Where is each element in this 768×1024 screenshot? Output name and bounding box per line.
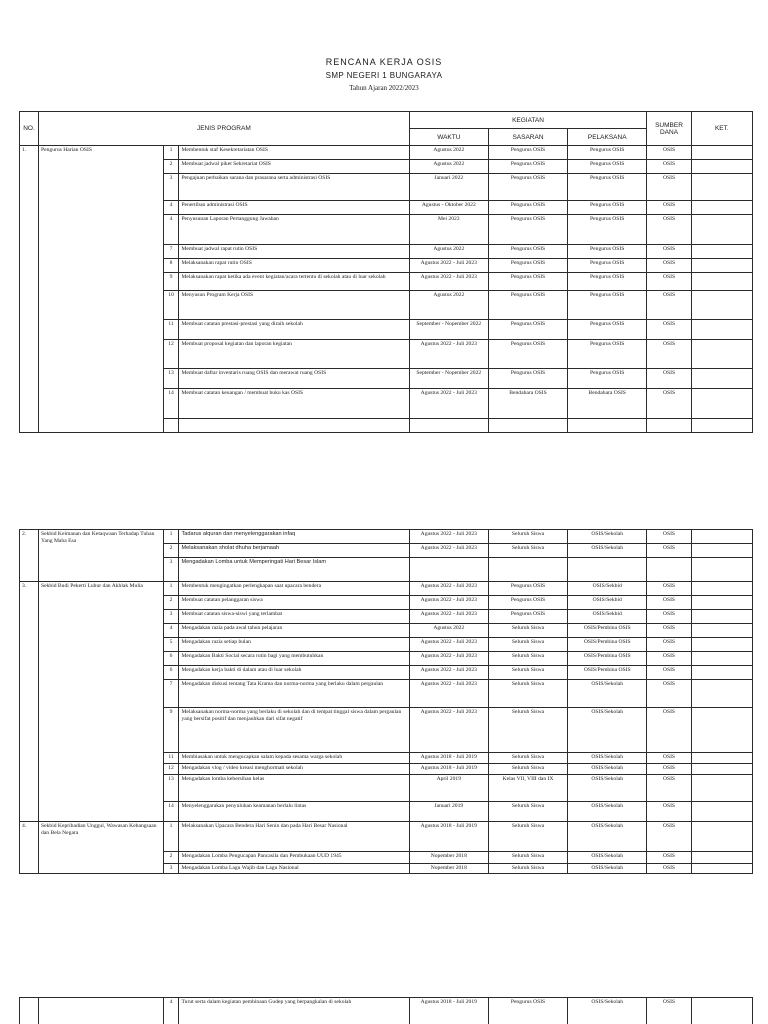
- program-name: Mengadakan diskusi tentang Tata Krama dan norma-norma yang berlaku dalam pergaulan: [179, 680, 409, 708]
- section-number: 2.: [20, 530, 39, 582]
- waktu-cell: Agustus 2022 - Juli 2023: [409, 582, 488, 596]
- sumber-dana-cell: OSIS: [647, 320, 691, 340]
- col-ket: KET.: [691, 112, 752, 146]
- sasaran-cell: Pengurus OSIS: [488, 998, 567, 1024]
- program-name: Membuat catatan pelanggaran siswa: [179, 596, 409, 610]
- program-name: Mengadakan Lomba Lagu Wajib dan Lagu Nasional: [179, 864, 409, 874]
- waktu-cell: Agustus 2022 - Juli 2023: [409, 389, 488, 419]
- sasaran-cell: Kelas VII, VIII dan IX: [488, 775, 567, 802]
- item-number: 13: [163, 369, 179, 389]
- section-group: Sekbid Keimanan dan Ketaqwaan Terhadap Tuhan Yang Maha Esa: [39, 530, 164, 582]
- item-number: 4: [163, 201, 179, 215]
- item-number: 14: [163, 389, 179, 419]
- waktu-cell: September - Nopember 2022: [409, 320, 488, 340]
- ket-cell: [691, 680, 752, 708]
- sasaran-cell: Pengurus OSIS: [488, 259, 567, 273]
- sumber-dana-cell: OSIS: [647, 146, 691, 160]
- waktu-cell: Agustus 2018 - Juli 2019: [409, 998, 488, 1024]
- program-name: Mengadakan lomba kebersihan kelas: [179, 775, 409, 802]
- ket-cell: [691, 652, 752, 666]
- pelaksana-cell: OSIS/Sekbid: [568, 582, 647, 596]
- ket-cell: [691, 369, 752, 389]
- pelaksana-cell: OSIS/Sekolah: [568, 530, 647, 544]
- sumber-dana-cell: OSIS: [647, 340, 691, 369]
- item-number: 1: [163, 582, 179, 596]
- pelaksana-cell: Pengurus OSIS: [568, 291, 647, 320]
- col-waktu: WAKTU: [409, 129, 488, 146]
- program-name: Membuat catatan keuangan / membuat buku kas OSIS: [179, 389, 409, 419]
- section-group: Sekbid Kepribadian Unggul, Wawasan Kebangsaan dan Bela Negara: [39, 822, 164, 874]
- ket-cell: [691, 544, 752, 558]
- item-number: 6: [163, 666, 179, 680]
- waktu-cell: Agustus 2022 - Juli 2023: [409, 340, 488, 369]
- waktu-cell: Agustus 2022 - Juli 2023: [409, 596, 488, 610]
- waktu-cell: Agustus 2022 - Juli 2023: [409, 708, 488, 753]
- waktu-cell: Agustus 2018 - Juli 2019: [409, 822, 488, 852]
- pelaksana-cell: Pengurus OSIS: [568, 245, 647, 259]
- sumber-dana-cell: OSIS: [647, 666, 691, 680]
- program-name: Penyusunan Laporan Pertanggung Jawaban: [179, 215, 409, 245]
- item-number: 3: [163, 558, 179, 582]
- sasaran-cell: Pengurus OSIS: [488, 174, 567, 201]
- sumber-dana-cell: OSIS: [647, 201, 691, 215]
- waktu-cell: Mei 2023: [409, 215, 488, 245]
- program-name: Melaksanakan Upacara Bendera Hari Senin dan pada Hari Besar Nasional: [179, 822, 409, 852]
- item-number: 3: [163, 174, 179, 201]
- program-name: Pengajuan perbaikan sarana dan prasarana serta administrasi OSIS: [179, 174, 409, 201]
- sumber-dana-cell: OSIS: [647, 624, 691, 638]
- program-name: Tadarus alquran dan menyelenggarakan infaq: [179, 530, 409, 544]
- col-kegiatan: KEGIATAN: [409, 112, 647, 129]
- item-number: 4: [163, 998, 179, 1024]
- pelaksana-cell: OSIS/Sekolah: [568, 775, 647, 802]
- pelaksana-cell: OSIS/Sekolah: [568, 802, 647, 822]
- pelaksana-cell: Pengurus OSIS: [568, 340, 647, 369]
- pelaksana-cell: OSIS/Sekolah: [568, 544, 647, 558]
- pelaksana-cell: OSIS/Pembina OSIS: [568, 666, 647, 680]
- pelaksana-cell: OSIS/Pembina OSIS: [568, 624, 647, 638]
- empty-cell: [568, 419, 647, 433]
- sumber-dana-cell: OSIS: [647, 245, 691, 259]
- ket-cell: [691, 146, 752, 160]
- sumber-dana-cell: OSIS: [647, 389, 691, 419]
- sasaran-cell: Bendahara OSIS: [488, 389, 567, 419]
- ket-cell: [691, 160, 752, 174]
- table-row: [20, 582, 753, 596]
- ket-cell: [691, 582, 752, 596]
- ket-cell: [691, 245, 752, 259]
- item-number: 2: [163, 544, 179, 558]
- sasaran-cell: Seluruh Siswa: [488, 708, 567, 753]
- ket-cell: [691, 340, 752, 369]
- pelaksana-cell: Bendahara OSIS: [568, 389, 647, 419]
- sumber-dana-cell: OSIS: [647, 775, 691, 802]
- ket-cell: [691, 389, 752, 419]
- ket-cell: [691, 708, 752, 753]
- col-sasaran: SASARAN: [488, 129, 567, 146]
- sumber-dana-cell: OSIS: [647, 160, 691, 174]
- sasaran-cell: Seluruh Siswa: [488, 852, 567, 864]
- sasaran-cell: Pengurus OSIS: [488, 245, 567, 259]
- section-number: 1.: [20, 146, 39, 433]
- item-number: 2: [163, 596, 179, 610]
- program-name: Membuat jadwal rapat rutin OSIS: [179, 245, 409, 259]
- sasaran-cell: Pengurus OSIS: [488, 320, 567, 340]
- waktu-cell: Agustus 2022: [409, 624, 488, 638]
- waktu-cell: Agustus 2018 - Juli 2019: [409, 764, 488, 775]
- item-number: 3: [163, 864, 179, 874]
- sasaran-cell: Pengurus OSIS: [488, 369, 567, 389]
- sumber-dana-cell: OSIS: [647, 638, 691, 652]
- program-name: Membentuk staf Kesekretariatan OSIS: [179, 146, 409, 160]
- item-number: 6: [163, 652, 179, 666]
- ket-cell: [691, 259, 752, 273]
- sumber-dana-cell: [647, 558, 691, 582]
- pelaksana-cell: OSIS/Sekbid: [568, 610, 647, 624]
- program-name: Mengadakan Lomba untuk Memperingati Hari Besar Islam: [179, 558, 409, 582]
- item-number: 7: [163, 680, 179, 708]
- ket-cell: [691, 291, 752, 320]
- ket-cell: [691, 558, 752, 582]
- ket-cell: [691, 273, 752, 291]
- waktu-cell: September - Nopember 2022: [409, 369, 488, 389]
- program-name: Membuat daftar inventaris ruang OSIS dan merawat ruang OSIS: [179, 369, 409, 389]
- sasaran-cell: [488, 558, 567, 582]
- waktu-cell: Januari 2022: [409, 174, 488, 201]
- item-number: 4: [163, 624, 179, 638]
- table-row: [20, 146, 753, 160]
- waktu-cell: Januari 2019: [409, 802, 488, 822]
- ket-cell: [691, 864, 752, 874]
- sasaran-cell: Seluruh Siswa: [488, 638, 567, 652]
- waktu-cell: Agustus 2022 - Juli 2023: [409, 544, 488, 558]
- ket-cell: [691, 215, 752, 245]
- sumber-dana-cell: OSIS: [647, 802, 691, 822]
- sasaran-cell: Seluruh Siswa: [488, 802, 567, 822]
- document-title: RENCANA KERJA OSIS: [325, 57, 443, 67]
- program-name: Melaksanakan rapat rutin OSIS: [179, 259, 409, 273]
- pelaksana-cell: OSIS/Sekolah: [568, 998, 647, 1024]
- sasaran-cell: Pengurus OSIS: [488, 215, 567, 245]
- ket-cell: [691, 201, 752, 215]
- empty-cell: [691, 419, 752, 433]
- item-number: 11: [163, 753, 179, 764]
- ket-cell: [691, 852, 752, 864]
- item-number: 12: [163, 764, 179, 775]
- waktu-cell: April 2019: [409, 775, 488, 802]
- sumber-dana-cell: OSIS: [647, 680, 691, 708]
- empty-cell: [647, 419, 691, 433]
- program-name: Membuat catatan siswa-siswi yang terlambat: [179, 610, 409, 624]
- sasaran-cell: Pengurus OSIS: [488, 273, 567, 291]
- ket-cell: [691, 624, 752, 638]
- program-name: Mengadakan Lomba Pengucapan Pancasila dan Pembukaan UUD 1945: [179, 852, 409, 864]
- section-group: Sekbid Budi Pekerti Luhur dan Akhlak Mulia: [39, 582, 164, 822]
- item-number: 9: [163, 273, 179, 291]
- item-number: 1: [163, 146, 179, 160]
- pelaksana-cell: Pengurus OSIS: [568, 320, 647, 340]
- sasaran-cell: Seluruh Siswa: [488, 530, 567, 544]
- pelaksana-cell: OSIS/Pembina OSIS: [568, 638, 647, 652]
- program-name: Membuat jadwal piket Sekretariat OSIS: [179, 160, 409, 174]
- sumber-dana-cell: OSIS: [647, 369, 691, 389]
- sumber-dana-cell: OSIS: [647, 998, 691, 1024]
- waktu-cell: Agustus 2022 - Juli 2023: [409, 638, 488, 652]
- sasaran-cell: Pengurus OSIS: [488, 146, 567, 160]
- program-name: Mengadakan kerja bakti di dalam atau di luar sekolah: [179, 666, 409, 680]
- pelaksana-cell: OSIS/Sekolah: [568, 753, 647, 764]
- ket-cell: [691, 998, 752, 1024]
- sumber-dana-cell: OSIS: [647, 215, 691, 245]
- program-name: Mengadakan razia setiap bulan: [179, 638, 409, 652]
- sumber-dana-cell: OSIS: [647, 291, 691, 320]
- work-plan-table-3: [19, 997, 753, 1024]
- pelaksana-cell: Pengurus OSIS: [568, 146, 647, 160]
- item-number: 10: [163, 291, 179, 320]
- waktu-cell: Agustus - Oktober 2022: [409, 201, 488, 215]
- sasaran-cell: Seluruh Siswa: [488, 822, 567, 852]
- program-name: Mengadakan Bakti Social secara rutin bagi yang membutuhkan: [179, 652, 409, 666]
- sasaran-cell: Pengurus OSIS: [488, 291, 567, 320]
- pelaksana-cell: Pengurus OSIS: [568, 259, 647, 273]
- sasaran-cell: Seluruh Siswa: [488, 544, 567, 558]
- program-name: Melaksanakan rapat ketika ada event kegiatan/acara tertentu di sekolah atau di luar sekolah: [179, 273, 409, 291]
- item-number: 1: [163, 530, 179, 544]
- sasaran-cell: Seluruh Siswa: [488, 764, 567, 775]
- item-number: 4: [163, 215, 179, 245]
- sumber-dana-cell: OSIS: [647, 544, 691, 558]
- section-number: 3.: [20, 582, 39, 822]
- waktu-cell: Agustus 2022 - Juli 2023: [409, 259, 488, 273]
- waktu-cell: Agustus 2022: [409, 146, 488, 160]
- waktu-cell: Agustus 2022 - Juli 2023: [409, 530, 488, 544]
- sasaran-cell: Seluruh Siswa: [488, 864, 567, 874]
- sumber-dana-cell: OSIS: [647, 652, 691, 666]
- ket-cell: [691, 666, 752, 680]
- program-name: Mengadakan vlog / video kreasi menghormati sekolah: [179, 764, 409, 775]
- ket-cell: [691, 753, 752, 764]
- program-name: Membuat catatan prestasi-prestasi yang diraih sekolah: [179, 320, 409, 340]
- sasaran-cell: Pengurus OSIS: [488, 160, 567, 174]
- ket-cell: [691, 610, 752, 624]
- program-name: Mengadakan razia pada awal tahun pelajaran: [179, 624, 409, 638]
- col-pelaksana: PELAKSANA: [568, 129, 647, 146]
- program-name: Membuat proposal kegiatan dan laporan kegiatan: [179, 340, 409, 369]
- waktu-cell: Agustus 2022 - Juli 2023: [409, 610, 488, 624]
- sasaran-cell: Seluruh Siswa: [488, 652, 567, 666]
- section-number: [20, 998, 39, 1024]
- sumber-dana-cell: OSIS: [647, 530, 691, 544]
- col-no: NO.: [20, 112, 39, 146]
- item-number: 7: [163, 245, 179, 259]
- sasaran-cell: Seluruh Siswa: [488, 666, 567, 680]
- item-number: 14: [163, 802, 179, 822]
- table-row: [20, 530, 753, 544]
- school-name: SMP NEGERI 1 BUNGARAYA: [325, 71, 443, 80]
- item-number: 3: [163, 610, 179, 624]
- work-plan-table-1: [19, 111, 753, 433]
- program-name: Penertiban administrasi OSIS: [179, 201, 409, 215]
- sasaran-cell: Seluruh Siswa: [488, 624, 567, 638]
- sasaran-cell: Seluruh Siswa: [488, 753, 567, 764]
- col-sumber-dana: SUMBER DANA: [647, 112, 691, 146]
- sasaran-cell: Pengurus OSIS: [488, 596, 567, 610]
- waktu-cell: Agustus 2022: [409, 291, 488, 320]
- sumber-dana-cell: OSIS: [647, 708, 691, 753]
- program-name: Menyelenggarakan penyuluhan keamanan berlalu lintas: [179, 802, 409, 822]
- pelaksana-cell: OSIS/Sekolah: [568, 708, 647, 753]
- waktu-cell: [409, 558, 488, 582]
- waktu-cell: Agustus 2022 - Juli 2023: [409, 273, 488, 291]
- pelaksana-cell: Pengurus OSIS: [568, 201, 647, 215]
- ket-cell: [691, 174, 752, 201]
- pelaksana-cell: OSIS/Sekolah: [568, 864, 647, 874]
- pelaksana-cell: Pengurus OSIS: [568, 174, 647, 201]
- item-number: 11: [163, 320, 179, 340]
- sumber-dana-cell: OSIS: [647, 764, 691, 775]
- sasaran-cell: Pengurus OSIS: [488, 340, 567, 369]
- ket-cell: [691, 764, 752, 775]
- sumber-dana-cell: OSIS: [647, 610, 691, 624]
- table-row: [20, 998, 753, 1024]
- empty-cell: [409, 419, 488, 433]
- waktu-cell: Nopember 2018: [409, 852, 488, 864]
- sumber-dana-cell: OSIS: [647, 273, 691, 291]
- program-name: Membiasakan untuk mengucapkan salam kepada sesama warga sekolah: [179, 753, 409, 764]
- ket-cell: [691, 638, 752, 652]
- pelaksana-cell: Pengurus OSIS: [568, 273, 647, 291]
- item-number: 12: [163, 340, 179, 369]
- pelaksana-cell: Pengurus OSIS: [568, 369, 647, 389]
- pelaksana-cell: OSIS/Sekolah: [568, 822, 647, 852]
- sasaran-cell: Pengurus OSIS: [488, 201, 567, 215]
- waktu-cell: Agustus 2022 - Juli 2023: [409, 680, 488, 708]
- empty-cell: [179, 419, 409, 433]
- pelaksana-cell: OSIS/Sekbid: [568, 596, 647, 610]
- pelaksana-cell: [568, 558, 647, 582]
- ket-cell: [691, 822, 752, 852]
- empty-cell: [163, 419, 179, 433]
- sumber-dana-cell: OSIS: [647, 174, 691, 201]
- item-number: 8: [163, 259, 179, 273]
- item-number: 2: [163, 852, 179, 864]
- academic-year: Tahun Ajaran 2022/2023: [349, 84, 419, 92]
- item-number: 9: [163, 708, 179, 753]
- waktu-cell: Agustus 2022 - Juli 2023: [409, 652, 488, 666]
- ket-cell: [691, 596, 752, 610]
- pelaksana-cell: Pengurus OSIS: [568, 160, 647, 174]
- item-number: 1: [163, 822, 179, 852]
- item-number: 5: [163, 638, 179, 652]
- pelaksana-cell: OSIS/Sekolah: [568, 764, 647, 775]
- sumber-dana-cell: OSIS: [647, 259, 691, 273]
- pelaksana-cell: OSIS/Sekolah: [568, 852, 647, 864]
- sumber-dana-cell: OSIS: [647, 822, 691, 852]
- sumber-dana-cell: OSIS: [647, 864, 691, 874]
- waktu-cell: Nopember 2018: [409, 864, 488, 874]
- pelaksana-cell: OSIS/Sekolah: [568, 680, 647, 708]
- ket-cell: [691, 802, 752, 822]
- sumber-dana-cell: OSIS: [647, 582, 691, 596]
- program-name: Menyusun Program Kerja OSIS: [179, 291, 409, 320]
- item-number: 2: [163, 160, 179, 174]
- section-number: 4.: [20, 822, 39, 874]
- program-name: Membentuk mengingatkan perlengkapan saat upacara bendera: [179, 582, 409, 596]
- waktu-cell: Agustus 2022 - Juli 2023: [409, 666, 488, 680]
- sasaran-cell: Pengurus OSIS: [488, 610, 567, 624]
- ket-cell: [691, 320, 752, 340]
- ket-cell: [691, 530, 752, 544]
- work-plan-table-2: [19, 529, 753, 874]
- sasaran-cell: Pengurus OSIS: [488, 582, 567, 596]
- pelaksana-cell: Pengurus OSIS: [568, 215, 647, 245]
- item-number: 13: [163, 775, 179, 802]
- pelaksana-cell: OSIS/Pembina OSIS: [568, 652, 647, 666]
- ket-cell: [691, 775, 752, 802]
- sumber-dana-cell: OSIS: [647, 596, 691, 610]
- program-name: Turut serta dalam kegiatan pembinaan Gudep yang berpangkalan di sekolah: [179, 998, 409, 1024]
- waktu-cell: Agustus 2022: [409, 160, 488, 174]
- sumber-dana-cell: OSIS: [647, 753, 691, 764]
- program-name: Melaksanakan norma-norma yang berlaku di sekolah dan di tempat tinggal siswa dalam pergaulan yang bersifat positif dan menjauhkan dari sifat negatif: [179, 708, 409, 753]
- waktu-cell: Agustus 2022: [409, 245, 488, 259]
- section-group: [39, 998, 164, 1024]
- table-row: [20, 822, 753, 852]
- col-program: JENIS PROGRAM: [39, 112, 410, 146]
- section-group: Pengurus Harian OSIS: [39, 146, 164, 433]
- program-name: Melaksanakan sholat dhuha berjamaah: [179, 544, 409, 558]
- sumber-dana-cell: OSIS: [647, 852, 691, 864]
- waktu-cell: Agustus 2018 - Juli 2019: [409, 753, 488, 764]
- empty-cell: [488, 419, 567, 433]
- sasaran-cell: Seluruh Siswa: [488, 680, 567, 708]
